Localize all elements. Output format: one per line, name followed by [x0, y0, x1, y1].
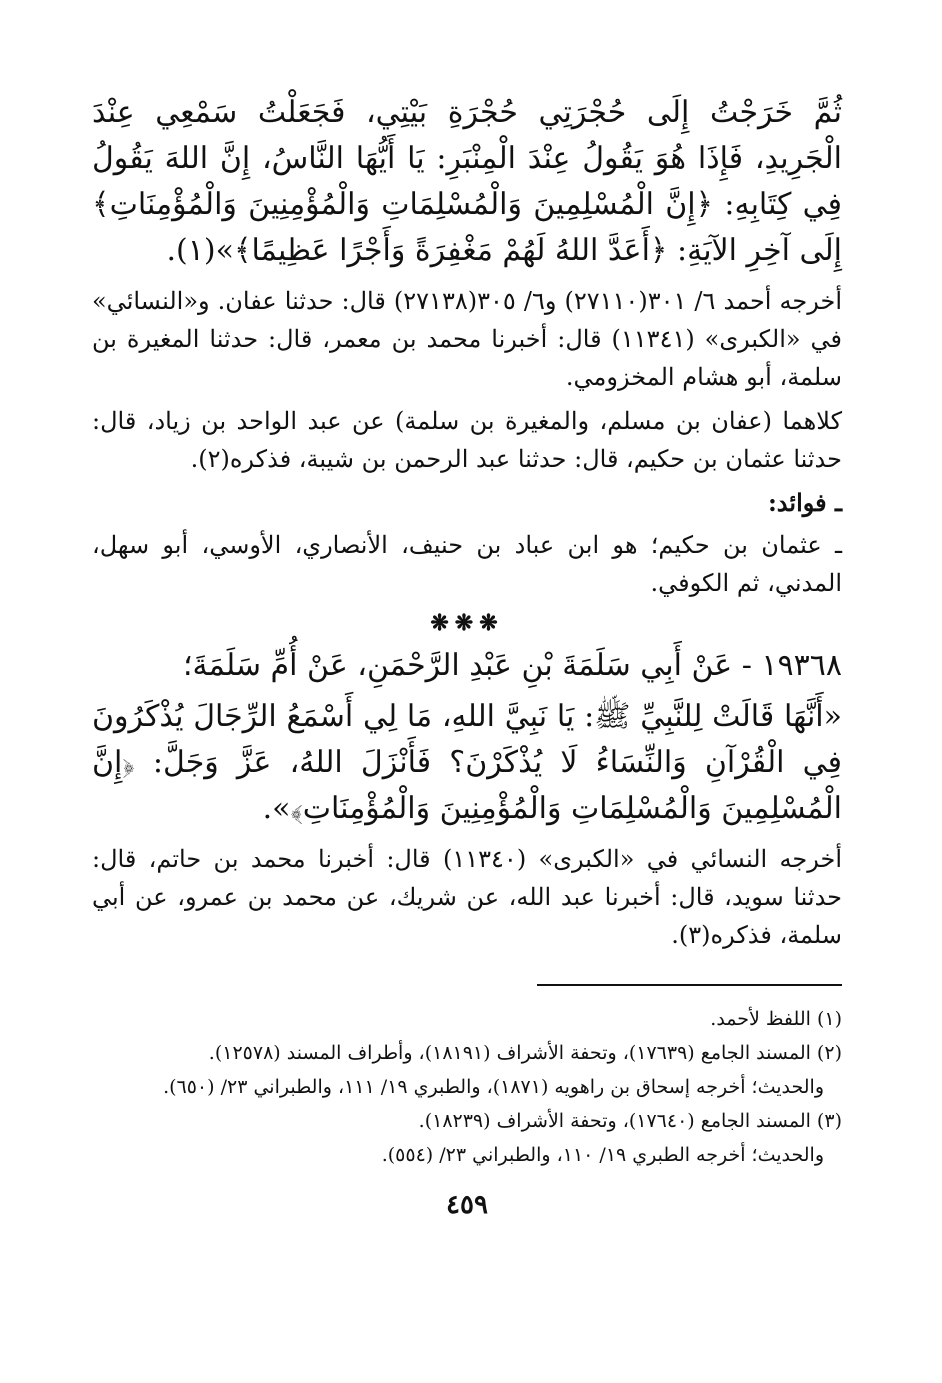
footnote: والحديث؛ أخرجه الطبري ١٩/ ١١٠، والطبراني ٢٣/ (٥٥٤). [381, 1144, 824, 1166]
takhrij-paragraph: أخرجه النسائي في «الكبرى» (١١٣٤٠) قال: أخبرنا محمد بن حاتم، قال: حدثنا سويد، قال: أخبرنا عبد الله، عن شريك، عن محمد بن عمرو، عن أبي سلمة، فذكره(٣). [92, 845, 842, 949]
takhrij-paragraph: كلاهما (عفان بن مسلم، والمغيرة بن سلمة) عن عبد الواحد بن زياد، قال: حدثنا عثمان بن حكيم، قال: حدثنا عبد الرحمن بن شيبة، فذكره(٢). [92, 407, 842, 473]
hadith-text-continuation: ثُمَّ خَرَجْتُ إِلَى حُجْرَتِي حُجْرَةِ بَيْتِي، فَجَعَلْتُ سَمْعِي عِنْدَ الْجَرِيدِ، فَإِذَا هُوَ يَقُولُ عِنْدَ الْمِنْبَرِ: يَا أَيُّهَا النَّاسُ، إِنَّ اللهَ يَقُولُ فِي كِتَابِهِ: ﴿إِنَّ الْمُسْلِمِينَ وَالْمُسْلِمَاتِ وَالْمُؤْمِنِينَ وَالْمُؤْمِنَاتِ﴾ إِلَى آخِرِ الآيَةِ: ﴿أَعَدَّ اللهُ لَهُمْ مَغْفِرَةً وَأَجْرًا عَظِيمًا﴾»(١). [92, 95, 842, 268]
section-separator: ❋❋❋ [430, 610, 504, 636]
footnote: (١) اللفظ لأحمد. [710, 1008, 842, 1030]
footnote: (٣) المسند الجامع (١٧٦٤٠)، وتحفة الأشراف (١٨٢٣٩). [418, 1110, 842, 1132]
fawaid-heading: ـ فوائد: [767, 488, 842, 517]
fawaid-text: ـ عثمان بن حكيم؛ هو ابن عباد بن حنيف، الأنصاري، الأوسي، أبو سهل، المدني، ثم الكوفي. [92, 531, 842, 597]
page-number: ٤٥٩ [446, 1190, 488, 1220]
takhrij-paragraph: أخرجه أحمد ٦/ ٣٠١(٢٧١١٠) و٦/ ٣٠٥(٢٧١٣٨) قال: حدثنا عفان. و«النسائي» في «الكبرى» (١١٣٤١) قال: أخبرنا محمد بن معمر، قال: حدثنا المغيرة بن سلمة، أبو هشام المخزومي. [92, 287, 843, 391]
hadith-text: «أَنَّهَا قَالَتْ لِلنَّبِيِّ ﷺ: يَا نَبِيَّ اللهِ، مَا لِي أَسْمَعُ الرِّجَالَ يُذْكَرُونَ فِي الْقُرْآنِ وَالنِّسَاءُ لَا يُذْكَرْنَ؟ فَأَنْزَلَ اللهُ، عَزَّ وَجَلَّ: ﴿إِنَّ الْمُسْلِمِينَ وَالْمُسْلِمَاتِ وَالْمُؤْمِنِينَ وَالْمُؤْمِنَاتِ﴾». [92, 699, 842, 826]
page-body [92, 90, 842, 1222]
footnote: (٢) المسند الجامع (١٧٦٣٩)، وتحفة الأشراف (١٨١٩١)، وأطراف المسند (١٢٥٧٨). [208, 1042, 842, 1064]
footnote: والحديث؛ أخرجه إسحاق بن راهويه (١٨٧١)، والطبري ١٩/ ١١١، والطبراني ٢٣/ (٦٥٠). [163, 1076, 824, 1098]
footnote-divider [537, 984, 842, 986]
hadith-header: ١٩٣٦٨ - عَنْ أَبِي سَلَمَةَ بْنِ عَبْدِ الرَّحْمَنِ، عَنْ أُمِّ سَلَمَةَ؛ [182, 648, 842, 683]
